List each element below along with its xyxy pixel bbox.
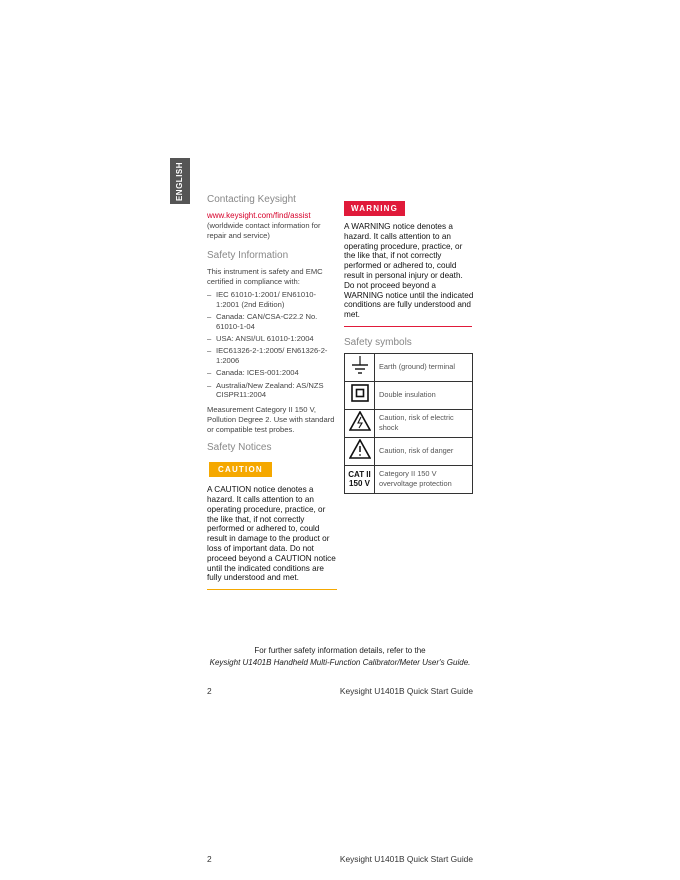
symbol-description: Caution, risk of danger: [375, 437, 473, 465]
assist-link[interactable]: www.keysight.com/find/assist: [207, 211, 311, 220]
contact-note: (worldwide contact information for repair and service): [207, 221, 321, 240]
table-row: [345, 465, 473, 493]
right-column: [344, 198, 474, 494]
caution-badge: CAUTION: [209, 462, 272, 477]
safety-information-heading: Safety Information: [207, 250, 289, 262]
list-item: – IEC61326-2-1:2005/ EN61326-2-1:2006: [207, 346, 328, 365]
safety-notices-heading: Safety Notices: [207, 442, 272, 454]
further-info-line1: For further safety information details, refer to the: [254, 646, 426, 655]
page-number: 2: [207, 854, 212, 864]
language-tab-label: ENGLISH: [175, 161, 185, 201]
warning-badge: WARNING: [344, 201, 405, 216]
document-title: Keysight U1401B Quick Start Guide: [339, 686, 473, 696]
safety-intro: This instrument is safety and EMC certified in compliance with:: [207, 267, 323, 286]
page-footer: [207, 686, 473, 696]
users-guide-reference: Keysight U1401B Handheld Multi-Function Calibrator/Meter User's Guide.: [209, 658, 471, 667]
electric-shock-warning-icon: [349, 411, 371, 431]
warning-divider: [344, 326, 472, 327]
symbol-description: Earth (ground) terminal: [375, 353, 473, 381]
contacting-heading: Contacting Keysight: [207, 194, 296, 205]
page-number: 2: [207, 686, 212, 696]
page-footer: [207, 854, 473, 864]
cat-ii-icon: CAT II 150 V: [345, 465, 375, 493]
list-item: – Australia/New Zealand: AS/NZS CISPR11:2004: [207, 380, 324, 400]
table-row: [345, 437, 473, 465]
standards-list: [207, 290, 337, 399]
symbol-description: Caution, risk of electric shock: [375, 409, 473, 437]
table-row: [345, 409, 473, 437]
list-item: – Canada: CAN/CSA-C22.2 No. 61010-1-04: [207, 312, 318, 331]
further-info-note: [180, 645, 500, 669]
list-item: – Canada: ICES-001:2004: [207, 368, 299, 378]
earth-ground-icon: [350, 355, 370, 375]
symbol-description: Double insulation: [375, 381, 473, 409]
document-title: Keysight U1401B Quick Start Guide: [339, 854, 473, 864]
left-column: [207, 194, 337, 590]
double-insulation-icon: [351, 384, 369, 402]
list-item: – USA: ANSI/UL 61010-1:2004: [207, 334, 314, 343]
safety-symbols-heading: Safety symbols: [344, 336, 412, 348]
list-item: – IEC 61010-1:2001/ EN61010-1:2001 (2nd Edition): [207, 290, 317, 309]
table-row: [345, 353, 473, 381]
danger-warning-icon: [349, 439, 371, 459]
table-row: [345, 381, 473, 409]
caution-text: A CAUTION notice denotes a hazard. It calls attention to an operating procedure, practice, or the like that, if not correctly performed or adhered to, could result in damage to the product or loss of important data. Do not proceed beyond a CAUTION notice until the indicated conditions are fully understood and met.: [207, 485, 336, 583]
measurement-category-text: Measurement Category II 150 V, Pollution Degree 2. Use with standard or compatible test probes.: [207, 405, 335, 434]
caution-divider: [207, 589, 337, 590]
safety-symbols-table: [344, 353, 473, 494]
symbol-description: Category II 150 V overvoltage protection: [375, 465, 473, 493]
warning-text: A WARNING notice denotes a hazard. It calls attention to an operating procedure, practice, or the like that, if not correctly performed or adhered to, could result in personal injury or death. Do not proceed beyond a WARNING notice until the indicated conditions are fully understood and met.: [344, 222, 474, 320]
language-tab: [170, 158, 190, 204]
